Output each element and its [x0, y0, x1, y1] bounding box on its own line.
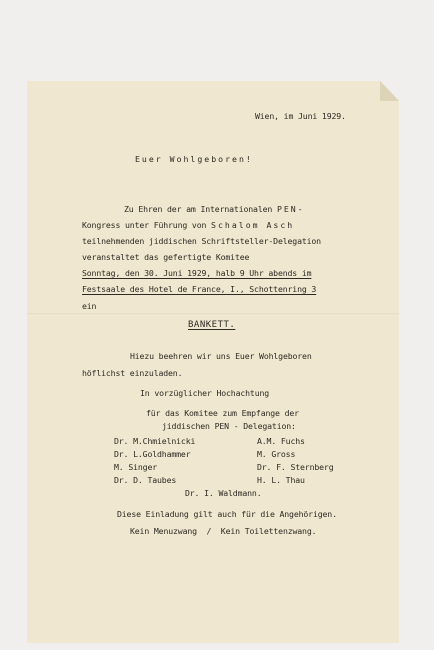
para-line-3: teilnehmenden jiddischen Schriftsteller-Delegation [82, 236, 321, 246]
signatory: H. L. Thau [257, 475, 305, 485]
para-line-6: Festsaale des Hotel de France, I., Schottenring 3 [82, 284, 317, 294]
schalom-asch: Schalom Asch [211, 220, 295, 230]
signatory: Dr. F. Sternberg [257, 462, 334, 472]
invite-line-1: Hiezu beehren wir uns Euer Wohlgeboren [130, 351, 312, 361]
para-line-1 [124, 205, 305, 213]
fold-crease [27, 313, 399, 316]
signatory: M. Gross [257, 449, 296, 459]
para-line-7: ein [82, 301, 97, 311]
para-line-4: veranstaltet das gefertigte Komitee [82, 252, 250, 262]
para-line-5: Sonntag, den 30. Juni 1929, halb 9 Uhr abends im [82, 268, 312, 278]
salutation-text: Euer Wohlgeboren! [135, 154, 253, 164]
para-line-2-a: Kongress unter Führung von [82, 220, 212, 230]
salutation [135, 155, 253, 163]
signatory: Dr. M.Chmielnicki [114, 436, 196, 446]
signatory-center: Dr. I. Waldmann. [185, 488, 262, 498]
signatory: Dr. L.Goldhammer [114, 449, 191, 459]
folded-corner [380, 81, 399, 101]
committee-line-2: jiddischen PEN - Delegation: [162, 421, 296, 431]
closing: In vorzüglicher Hochachtung [140, 388, 270, 398]
committee-line-1: für das Komitee zum Empfange der [146, 408, 299, 418]
para-line-2 [82, 221, 294, 229]
para-line-1-a: Zu Ehren der am Internationalen [124, 204, 277, 214]
dress-code: Kein Menuzwang / Kein Toilettenzwang. [130, 526, 317, 536]
letter-sheet [27, 81, 399, 643]
event-title: BANKETT. [188, 320, 236, 330]
signatory: A.M. Fuchs [257, 436, 305, 446]
pen-word: PEN- [276, 204, 305, 214]
place-date: Wien, im Juni 1929. [255, 111, 346, 121]
signatory: M. Singer [114, 462, 158, 472]
signatory: Dr. D. Taubes [114, 475, 177, 485]
note: Diese Einladung gilt auch für die Angehörigen. [117, 509, 337, 519]
invite-line-2: höflichst einzuladen. [82, 368, 183, 378]
